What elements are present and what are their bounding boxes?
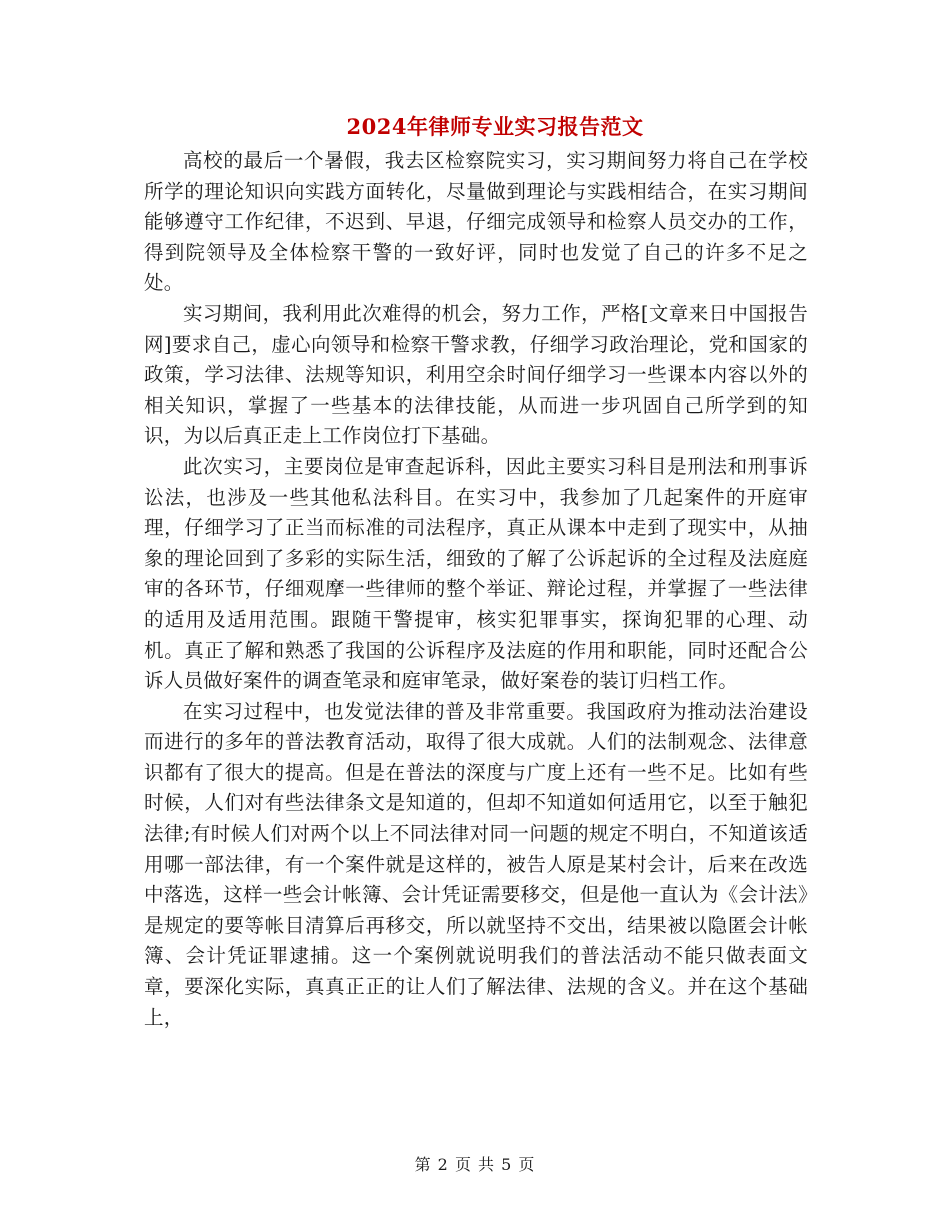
paragraph-3: 此次实习，主要岗位是审查起诉科，因此主要实习科目是刑法和刑事诉讼法，也涉及一些其他私法科目。在实习中，我参加了几起案件的开庭审理，仔细学习了正当而标准的司法程序，真正从课本中走到了现实中，从抽象的理论回到了多彩的实际生活，细致的了解了公诉起诉的全过程及法庭庭审的各环节，仔细观摩一些律师的整个举证、辩论过程，并掌握了一些法律的适用及适用范围。跟随干警提审，核实犯罪事实，探询犯罪的心理、动机。真正了解和熟悉了我国的公诉程序及法庭的作用和职能，同时还配合公诉人员做好案件的调查笔录和庭审笔录，做好案卷的装订归档工作。 <box>144 454 808 693</box>
document-body <box>144 146 808 1033</box>
paragraph-1: 高校的最后一个暑假，我去区检察院实习，实习期间努力将自己在学校所学的理论知识向实践方面转化，尽量做到理论与实践相结合，在实习期间能够遵守工作纪律，不迟到、早退，仔细完成领导和检察人员交办的工作，得到院领导及全体检察干警的一致好评，同时也发觉了自己的许多不足之处。 <box>144 149 808 295</box>
paragraph-2: 实习期间，我利用此次难得的机会，努力工作，严格[文章来日中国报告网]要求自己，虚心向领导和检察干警求教，仔细学习政治理论，党和国家的政策，学习法律、法规等知识，利用空余时间仔细学习一些课本内容以外的相关知识，掌握了一些基本的法律技能，从而进一步巩固自己所学到的知识，为以后真正走上工作岗位打下基础。 <box>144 301 808 448</box>
page-number-footer: 第 2 页 共 5 页 <box>414 1155 536 1174</box>
document-title: 2024年律师专业实习报告范文 <box>346 114 644 139</box>
paragraph-4: 在实习过程中，也发觉法律的普及非常重要。我国政府为推动法治建设而进行的多年的普法教育活动，取得了很大成就。人们的法制观念、法律意识都有了很大的提高。但是在普法的深度与广度上还有一些不足。比如有些时候，人们对有些法律条文是知道的，但却不知道如何适用它，以至于触犯法律;有时候人们对两个以上不同法律对同一问题的规定不明白，不知道该适用哪一部法律，有一个案件就是这样的，被告人原是某村会计，后来在改选中落选，这样一些会计帐簿、会计凭证需要移交，但是他一直认为《会计法》是规定的要等帐目清算后再移交，所以就坚持不交出，结果被以隐匿会计帐簿、会计凭证罪逮捕。这一个案例就说明我们的普法活动不能只做表面文章，要深化实际，真真正正的让人们了解法律、法规的含义。并在这个基础上， <box>144 699 808 1029</box>
